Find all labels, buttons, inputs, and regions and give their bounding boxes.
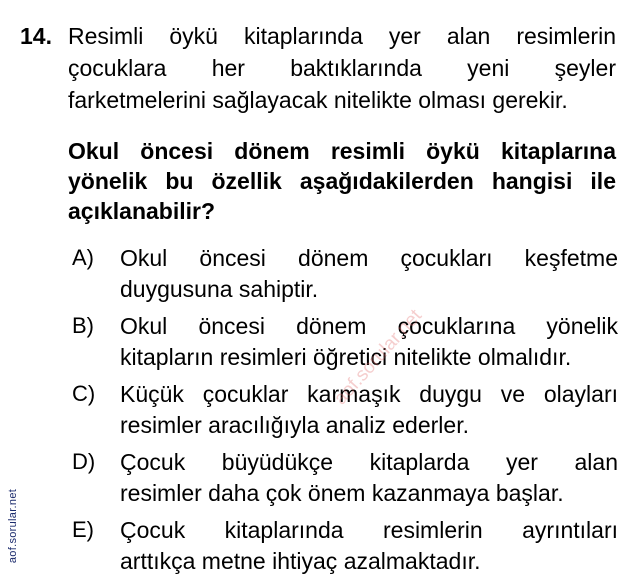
option-line: resimler daha çok önem kazanmaya başlar.	[120, 480, 564, 506]
question-number: 14.	[20, 23, 52, 49]
option-a[interactable]	[72, 243, 622, 311]
stem-line: farketmelerini sağlayacak nitelikte olması gerekir.	[68, 87, 568, 113]
stem-line: Resimli öykü kitaplarında yer alan resimlerin	[68, 23, 616, 49]
site-side-mark: aof.sorular.net	[7, 488, 19, 564]
option-label: C)	[72, 381, 96, 406]
option-line: arttıkça metne ihtiyaç azalmaktadır.	[120, 548, 481, 574]
option-line: resimler aracılığıyla analiz ederler.	[120, 412, 469, 438]
option-e[interactable]	[72, 515, 622, 583]
option-label: D)	[72, 449, 96, 474]
answer-options	[72, 243, 622, 583]
question-stem	[68, 20, 616, 116]
option-line: Küçük çocuklar karmaşık duygu ve olayları	[120, 381, 618, 407]
option-text	[120, 447, 618, 509]
prompt-line: yönelik bu özellik aşağıdakilerden hangisi ile	[68, 168, 616, 194]
option-line: Çocuk büyüdükçe kitaplarda yer alan	[120, 449, 618, 475]
option-line: Çocuk kitaplarında resimlerin ayrıntıları	[120, 517, 618, 543]
prompt-line: açıklanabilir?	[68, 198, 216, 224]
watermark: aof.sorular.net	[330, 305, 427, 410]
option-label: B)	[72, 313, 94, 338]
option-line: duygusuna sahiptir.	[120, 276, 319, 302]
option-d[interactable]	[72, 447, 622, 515]
option-text	[120, 379, 618, 441]
option-text	[120, 243, 618, 305]
option-line: kitapların resimleri öğretici nitelikte olmalıdır.	[120, 344, 572, 370]
option-line: Okul öncesi dönem çocuklarına yönelik	[120, 313, 618, 339]
option-label: E)	[72, 517, 94, 542]
stem-line: çocuklara her baktıklarında yeni şeyler	[68, 55, 616, 81]
option-label: A)	[72, 245, 94, 270]
option-line: Okul öncesi dönem çocukları keşfetme	[120, 245, 618, 271]
prompt-line: Okul öncesi dönem resimli öykü kitaplarına	[68, 138, 616, 164]
question-prompt	[68, 136, 616, 226]
option-b[interactable]	[72, 311, 622, 379]
option-text	[120, 515, 618, 577]
